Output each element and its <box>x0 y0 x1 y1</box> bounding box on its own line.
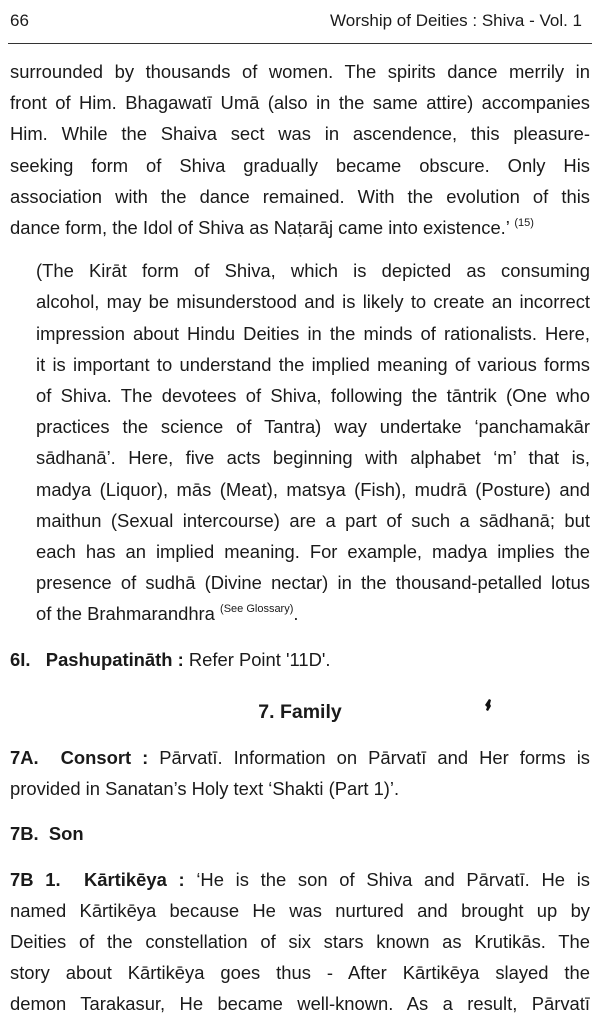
item-title: Son <box>48 823 84 845</box>
text-line: presence of sudhā (Divine nectar) in the thousand-petalled lotus <box>36 572 590 594</box>
text-line: demon Tarakasur, He became well-known. As a result, Pārvatī <box>10 993 590 1015</box>
item-7a <box>10 742 590 804</box>
item-7b <box>10 818 590 849</box>
sentence-end: . <box>293 603 299 625</box>
text-line: sādhanā’. Here, five acts beginning with alphabet ‘m’ that is, <box>36 447 590 469</box>
text-line: surrounded by thousands of women. The spirits dance merrily in <box>10 61 590 82</box>
text-line-content: dance form, the Idol of Shiva as Naṭarāj came into existence.’ <box>10 217 510 239</box>
item-title: Consort : <box>60 747 149 769</box>
text-line: provided in Sanatan’s Holy text ‘Shakti (Part 1)’. <box>10 778 400 800</box>
text-line-last <box>10 212 590 243</box>
text-line: it is important to understand the implied meaning of various forms <box>36 353 590 375</box>
paragraph-2 <box>10 255 590 629</box>
paragraph-1 <box>10 56 590 243</box>
text-line: practices the science of Tantra) way undertake ‘panchamakār <box>36 416 590 438</box>
section-heading <box>10 697 590 728</box>
ink-mark-icon <box>484 699 492 713</box>
running-title: Worship of Deities : Shiva - Vol. 1 <box>330 11 582 30</box>
item-label: 6I. <box>10 648 31 670</box>
text-line: named Kārtikēya because He was nurtured and brought up by <box>10 899 590 921</box>
item-text: Pārvatī. Information on Pārvatī and Her forms is <box>148 747 590 769</box>
item-6i <box>10 644 590 675</box>
text-line: Deities of the constellation of six stars known as Krutikās. The <box>10 931 590 953</box>
glossary-reference: (See Glossary) <box>220 603 294 616</box>
item-label: 7B 1. <box>10 868 61 890</box>
header-rule <box>8 43 592 44</box>
text-line: each has an implied meaning. For example, madya implies the <box>36 541 590 563</box>
text-line: association with the dance remained. With the evolution of this <box>10 185 590 207</box>
footnote-reference: (15) <box>514 217 534 230</box>
item-7b1 <box>10 864 590 1020</box>
text-line: impression about Hindu Deities in the minds of rationalists. Here, <box>36 322 590 344</box>
text-line: front of Him. Bhagawatī Umā (also in the same attire) accompanies <box>10 92 590 114</box>
text-line: maithun (Sexual intercourse) are a part of such a sādhanā; but <box>36 509 590 531</box>
text-line: seeking form of Shiva gradually became obscure. Only His <box>10 154 590 176</box>
text-line: (The Kirāt form of Shiva, which is depicted as consuming <box>36 260 590 282</box>
text-line-content: of the Brahmarandhra <box>36 603 215 625</box>
item-text: ‘He is the son of Shiva and Pārvatī. He is <box>184 868 590 890</box>
item-title: Pashupatināth : <box>45 648 184 670</box>
text-line: madya (Liquor), mās (Meat), matsya (Fish), mudrā (Posture) and <box>36 478 590 500</box>
text-line: alcohol, may be misunderstood and is likely to create an incorrect <box>36 291 590 313</box>
text-line: story about Kārtikēya goes thus - After Kārtikēya slayed the <box>10 962 590 984</box>
item-label: 7B. <box>10 823 39 845</box>
item-title: Kārtikēya : <box>83 868 185 890</box>
text-line: Him. While the Shaiva sect was in ascendence, this pleasure- <box>10 123 590 145</box>
page-header <box>10 9 582 33</box>
section-heading-text: 7. Family <box>258 700 342 723</box>
item-text: Refer Point '11D'. <box>183 648 331 670</box>
page-body <box>10 56 590 1020</box>
text-line: of Shiva. The devotees of Shiva, following the tāntrik (One who <box>36 385 590 407</box>
page-number: 66 <box>10 11 29 30</box>
text-line-last <box>10 598 590 629</box>
item-label: 7A. <box>10 747 39 769</box>
